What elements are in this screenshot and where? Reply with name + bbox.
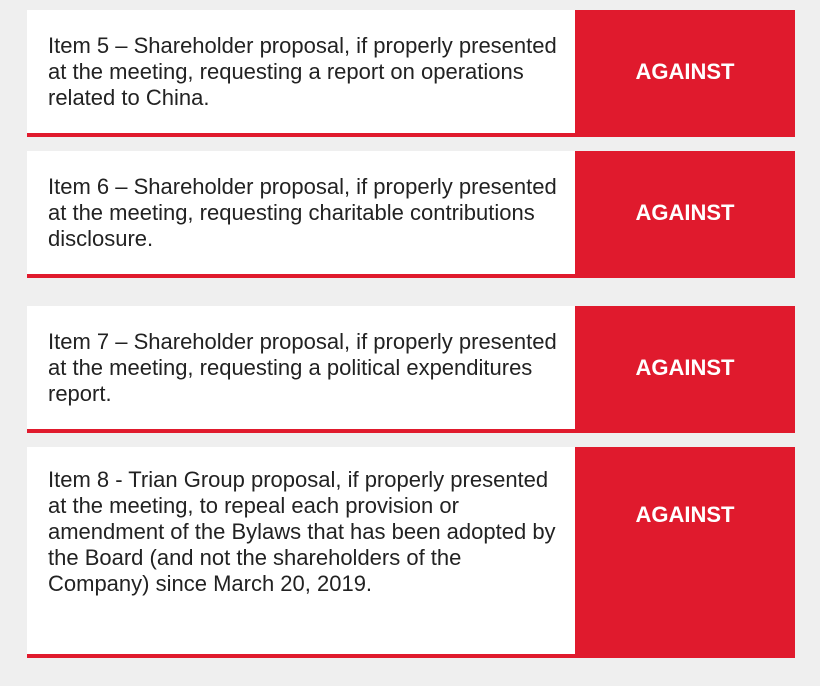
proposal-description: Item 7 – Shareholder proposal, if properly presented at the meeting, requesting a political expenditures report. (27, 306, 575, 429)
vote-recommendation: AGAINST (575, 151, 795, 274)
proposal-row-item-7 (27, 306, 795, 433)
proposal-description: Item 8 - Trian Group proposal, if properly presented at the meeting, to repeal each provision or amendment of the Bylaws that has been adopted by the Board (and not the shareholders of the Company) since March 20, 2019. (27, 447, 575, 654)
vote-recommendation: AGAINST (575, 447, 795, 654)
vote-recommendation: AGAINST (575, 10, 795, 133)
proposal-description: Item 6 – Shareholder proposal, if properly presented at the meeting, requesting charitable contributions disclosure. (27, 151, 575, 274)
proposal-row-item-8 (27, 447, 795, 658)
proposal-row-item-6 (27, 151, 795, 278)
proposal-row-item-5 (27, 10, 795, 137)
proposal-description: Item 5 – Shareholder proposal, if properly presented at the meeting, requesting a report on operations related to China. (27, 10, 575, 133)
vote-recommendation: AGAINST (575, 306, 795, 429)
